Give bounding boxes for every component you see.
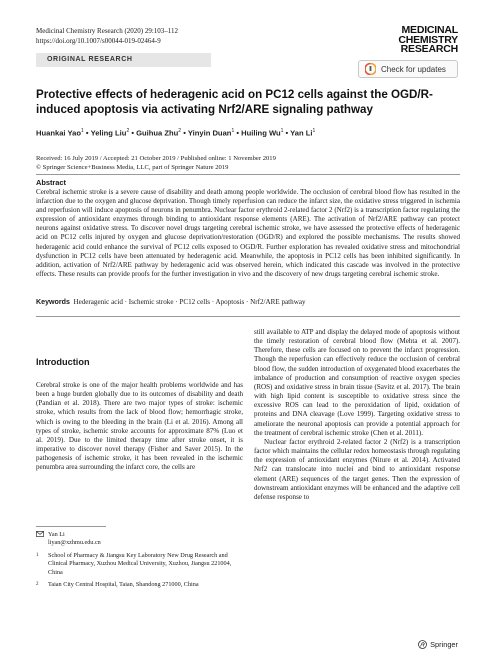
intro-paragraph: Nuclear factor erythroid 2-related factor 2 (Nrf2) is a transcription factor which maintains the cellular redox homeostasis through regulating the expression of antioxidant enzymes (Niture et al. 2014). Activated Nrf2 can translocate into nuclei and bind to antioxidant response element (ARE) sequences of the target genes. Then the expression of downstream antioxidant enzymes will be enhanced and the adaptive cell defense response to (254, 437, 460, 501)
keywords-label: Keywords (36, 298, 70, 306)
corresponding-email[interactable]: liyan@xzhmu.edu.cn (48, 539, 101, 547)
author-list (36, 128, 315, 138)
author-separator: • (234, 128, 242, 138)
check-updates-icon (365, 63, 376, 75)
received-dates: Received: 16 July 2019 / Accepted: 21 October 2019 / Published online: 1 November 2019 (36, 155, 276, 162)
divider (36, 174, 460, 175)
corresponding-name: Yan Li (48, 531, 65, 538)
footnote-divider (36, 526, 106, 527)
keywords (36, 298, 460, 306)
springer-horse-icon (418, 640, 427, 649)
author-name[interactable]: Huiling Wu (241, 128, 281, 138)
introduction-heading: Introduction (36, 357, 90, 367)
intro-paragraph: still available to ATP and display the delayed mode of apoptosis without the timely restoration of cerebral blood flow (Mehta et al. 2007). Therefore, these cells are focused on to prevent the infarct progression. Though the reperfusion can effectively reduce the occlusion of cerebral blood flow, the sudden introduction of oxygenated blood exacerbates the imbalance of production and consumption of reactive oxygen species (ROS) and oxidative stress in brain tissue (Savitz et al. 2017). The brain with high lipid content is susceptible to oxidative stress since the excessive ROS can lead to the peroxidation of lipid, oxidation of proteins and DNA cleavage (Love 1999). Targeting oxidative stress to ameliorate the neuronal apoptosis can provide a potential approach for the treatment of cerebral ischemic stroke (Chen et al. 2011). (254, 328, 460, 437)
author-name[interactable]: Huankai Yao (36, 128, 82, 138)
publication-dates (36, 154, 276, 172)
affiliation-mark: 2 (178, 128, 182, 134)
abstract-text: Cerebral ischemic stroke is a severe cause of disability and death among people worldwide. The occlusion of cerebral blood flow has resulted in the infarction due to the oxygen and glucose deprivation. Though timely reperfusion can reduce the infarct size, the oxidative stress triggered in ischemia and reperfusion will induce apoptosis of neurons in penumbra. Nuclear factor erythroid 2-related factor 2 (Nrf2) is a transcription factor regulating the expression of antioxidant enzymes through binding to antioxidant response elements (ARE). The activation of Nrf2/ARE pathway can protect neurons against oxidative stress. To discover novel drugs targeting cerebral ischemic stroke, we have assessed the protective effects of hederagenic acid on PC12 cells injured by oxygen and glucose deprivation/restoration (OGD/R) and explored the possible mechanisms. The results showed hederagenic acid could enhance the survival of PC12 cells exposed to OGD/R. Further exploration has revealed oxidative stress and mitochondrial dysfunction in PC12 cells have been attenuated by hederagenic acid. Meanwhile, the apoptosis in PC12 cells has been inhibited significantly. In addition, activation of Nrf2/ARE pathway by hederagenic acid was observed herein, which indicated this cascade was involved in the protective effects. These results can provide proofs for the further investigation in vivo and the discovery of new drugs targeting cerebral ischemic stroke. (36, 188, 460, 278)
publisher-footer (418, 640, 458, 649)
intro-paragraph: Cerebral stroke is one of the major health problems worldwide and has been a huge burden globally due to its outcomes of disability and death (Pandian et al. 2018). There are two major types of stroke: ischemic stroke, which results from the lack of blood flow; hemorrhagic stroke, which is owing to the bleeding in the brain (Li et al. 2016). Among all types of stroke, ischemic stroke accounts for approximate 87% (Luo et al. 2019). Due to the limited therapy time after stroke onset, it is imperative to discover novel therapy (Fisher and Saver 2015). In the pathogenesis of ischemic stroke, it has been revealed in the ischemic penumbra area surrounding the infarct core, the cells are (36, 381, 243, 472)
author-separator: • (181, 128, 188, 138)
journal-citation: Medicinal Chemistry Research (2020) 29:103–112 (36, 27, 179, 35)
corresponding-author (36, 531, 243, 548)
footnote-text: Taian City Central Hospital, Taian, Shandong 271000, China (48, 581, 199, 589)
affiliation-mark: 1 (280, 128, 284, 134)
article-title: Protective effects of hederagenic acid on PC12 cells against the OGD/R-induced apoptosis via activating Nrf2/ARE signaling pathway (36, 88, 433, 116)
introduction-left-column (36, 381, 243, 473)
author-name[interactable]: Yan Li (290, 128, 313, 138)
envelope-icon (36, 531, 48, 548)
author-name[interactable]: Yinyin Duan (187, 128, 232, 138)
keywords-list: Hederagenic acid · Ischemic stroke · PC12 cells · Apoptosis · Nrf2/ARE pathway (73, 298, 306, 306)
divider (36, 316, 460, 317)
doi-link[interactable]: https://doi.org/10.1007/s00044-019-02464-9 (36, 36, 161, 45)
footnote-mark: 1 (36, 552, 39, 558)
introduction-right-column (254, 328, 460, 502)
author-separator: • (129, 128, 137, 138)
affiliation-footnote (36, 552, 243, 577)
check-for-updates-button[interactable] (358, 60, 458, 78)
affiliation-mark: 1 (81, 128, 84, 134)
author-name[interactable]: Guihua Zhu (136, 128, 179, 138)
journal-info (36, 27, 178, 46)
affiliation-footnote (36, 581, 243, 589)
affiliation-mark: 1 (312, 128, 316, 134)
footnotes (36, 531, 243, 593)
affiliation-mark: 2 (126, 128, 130, 134)
affiliation-mark: 1 (231, 128, 235, 134)
journal-logo: MEDICINAL CHEMISTRY RESEARCH (398, 24, 458, 55)
author-name[interactable]: Yeling Liu (90, 128, 127, 138)
abstract-heading: Abstract (36, 178, 66, 187)
author-separator: • (83, 128, 91, 138)
section-tag: ORIGINAL RESEARCH (36, 53, 211, 67)
copyright: © Springer Science+Business Media, LLC, part of Springer Nature 2019 (36, 164, 229, 171)
check-updates-label: Check for updates (381, 64, 446, 74)
footnote-text: School of Pharmacy & Jiangsu Key Laboratory New Drug Research and Clinical Pharmacy, Xuzhou Medical University, Xuzhou, Jiangsu 221004, China (48, 551, 232, 576)
author-separator: • (283, 128, 291, 138)
publisher-name: Springer (430, 640, 458, 649)
footnote-mark: 2 (36, 582, 39, 588)
